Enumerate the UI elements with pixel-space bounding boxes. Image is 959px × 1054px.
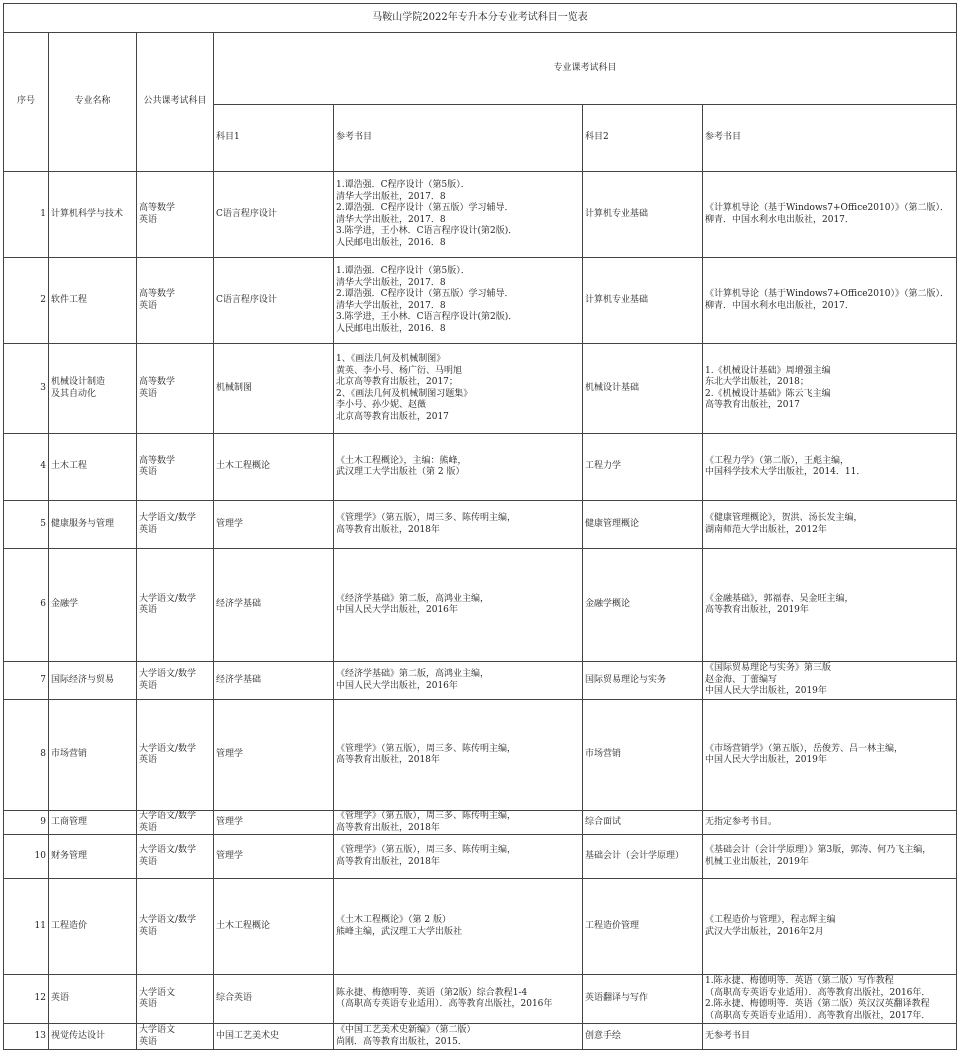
table-row [4,835,957,879]
header-books2: 参考书目 [703,105,957,172]
row-number: 3 [4,344,49,434]
subject2-cell: 创意手绘 [583,1024,703,1050]
books2-line: 《工程造价与管理》，程志辉主编 [705,915,836,925]
table-row [4,172,957,258]
books1-line: 北京高等教育出版社，2017 [336,411,449,422]
books1-line: 清华大学出版社，2017．8 [336,300,446,311]
major-cell [49,662,137,700]
table-row [4,975,957,1024]
public-subjects-line: 大学语文/数学 [139,669,197,679]
public-subjects-cell [137,1024,214,1050]
subject2-cell: 机械设计基础 [583,344,703,434]
major-cell [49,434,137,501]
public-subjects-line: 大学语文/数学 [139,845,197,855]
books1-line: 武汉理工大学出版社（第 2 版） [336,467,465,477]
books2-line: 《健康管理概论》，贺洪、汤长发主编， [705,513,863,523]
books1-line: 《管理学》（第五版），周三多、陈传明主编， [336,845,517,855]
books1-line: 清华大学出版社，2017．8 [336,214,446,225]
table-row [4,811,957,835]
books1-line: 熊峰主编，武汉理工大学出版社 [336,926,463,937]
books2-line: 柳青．中国水利水电出版社，2017． [705,214,854,225]
public-subjects-cell [137,700,214,811]
books1-line: （高职高专英语专业适用）．高等教育出版社，2016年 [336,999,553,1009]
books2-line: 无指定参考书目。 [705,816,778,827]
public-subjects-line: 英语 [139,214,158,225]
row-number: 4 [4,434,49,501]
books1-line: 1.谭浩强．C程序设计（第5版）． [336,266,470,276]
row-number: 13 [4,1024,49,1050]
books2-cell [703,835,957,879]
major-cell [49,700,137,811]
subject2-cell: 工程造价管理 [583,879,703,975]
books2-cell [703,549,957,662]
subject2-cell: 英语翻译与写作 [583,975,703,1024]
public-subjects-line: 英语 [139,524,158,535]
books2-line: （高职高专英语专业适用）．高等教育出版社，2017年． [705,1010,931,1021]
row-number: 7 [4,662,49,700]
major-cell [49,811,137,835]
books2-line: 《计算机导论（基于Windows7+Office2010）》（第二版）． [705,203,949,213]
public-subjects-cell [137,975,214,1024]
subject2-cell: 金融学概论 [583,549,703,662]
subject1-cell: 机械制图 [214,344,334,434]
table-row [4,549,957,662]
subject1-cell: C语言程序设计 [214,258,334,344]
books2-line: 《基础会计（会计学原理）》第3版，郭涛、何乃飞主编， [705,845,932,855]
books1-line: 1.谭浩强．C程序设计（第5版）． [336,180,470,190]
major-cell [49,344,137,434]
major-line: 及其自动化 [51,388,97,399]
public-subjects-line: 大学语文/数学 [139,743,197,754]
books1-line: 高等教育出版社，2018年 [336,822,440,833]
subject2-cell: 基础会计（会计学原理） [583,835,703,879]
books2-cell [703,811,957,835]
books1-line: 《土木工程概论》（第 2 版） [336,915,451,925]
subject1-cell: 综合英语 [214,975,334,1024]
major-line: 金融学 [51,599,79,610]
books1-line: 《中国工艺美术史新编》（第二版） [336,1025,476,1035]
books1-line: 中国人民大学出版社，2016年 [336,605,458,615]
books1-line: 《土木工程概论》，主编：熊峰， [336,455,467,466]
major-line: 财务管理 [51,850,88,861]
books2-line: 东北大学出版社，2018； [705,377,809,387]
table-row [4,344,957,434]
public-subjects-line: 英语 [139,388,158,399]
public-subjects-line: 英语 [139,605,158,615]
major-line: 市场营销 [51,749,88,760]
books2-line: 《计算机导论（基于Windows7+Office2010）》（第二版）． [705,289,949,299]
books2-cell [703,172,957,258]
books1-cell [334,811,583,835]
books1-line: 《管理学》（第五版），周三多、陈传明主编， [336,743,517,754]
exam-subjects-table [3,3,957,1050]
books1-line: 清华大学出版社，2017．8 [336,191,446,202]
books2-line: 2.《机械设计基础》陈云飞主编 [705,388,831,399]
books1-line: 李小号、孙少妮、赵薇 [336,400,427,410]
public-subjects-line: 高等数学 [139,203,176,213]
public-subjects-cell [137,835,214,879]
subject2-cell: 工程力学 [583,434,703,501]
books2-line: 《市场营销学》（第五版），岳俊芳、吕一林主编， [705,743,904,754]
header-major: 专业名称 [49,33,137,172]
table-row [4,700,957,811]
public-subjects-cell [137,434,214,501]
major-cell [49,501,137,549]
books2-line: 《国际贸易理论与实务》第三版 [705,663,832,674]
major-line: 工程造价 [51,920,88,931]
header-public: 公共课考试科目 [137,33,214,172]
row-number: 2 [4,258,49,344]
public-subjects-line: 英语 [139,755,158,765]
subject1-cell: 土木工程概论 [214,434,334,501]
table-title: 马鞍山学院2022年专升本分专业考试科目一览表 [4,4,957,33]
public-subjects-line: 英语 [139,300,158,311]
subject1-cell: 管理学 [214,501,334,549]
public-subjects-line: 高等数学 [139,377,176,387]
books2-cell [703,879,957,975]
books2-line: （高职高专英语专业适用）．高等教育出版社，2016年． [705,987,931,998]
subject1-cell: 管理学 [214,700,334,811]
row-number: 8 [4,700,49,811]
books2-line: 《工程力学》（第二版），王彪主编， [705,455,850,466]
public-subjects-line: 英语 [139,856,158,867]
books2-cell [703,434,957,501]
books1-line: 《管理学》（第五版），周三多、陈传明主编， [336,513,517,523]
major-line: 国际经济与贸易 [51,674,115,685]
public-subjects-line: 英语 [139,680,158,691]
public-subjects-cell [137,811,214,835]
books2-line: 《金融基础》，郭福春、吴金旺主编， [705,593,854,604]
public-subjects-cell [137,879,214,975]
public-subjects-line: 高等数学 [139,455,176,466]
books1-cell [334,700,583,811]
books2-line: 武汉大学出版社，2016年2月 [705,926,824,937]
books2-line: 高等教育出版社，2019年 [705,605,809,615]
major-cell [49,1024,137,1050]
public-subjects-line: 大学语文 [139,1025,176,1035]
major-cell [49,835,137,879]
title-row [4,4,957,33]
table-row [4,879,957,975]
public-subjects-line: 英语 [139,999,158,1009]
row-number: 12 [4,975,49,1024]
major-line: 计算机科学与技术 [51,208,124,219]
books2-line: 湖南师范大学出版社，2012年 [705,524,827,535]
subject1-cell: 中国工艺美术史 [214,1024,334,1050]
major-line: 软件工程 [51,294,88,305]
books2-line: 2.陈永捷、梅德明等．英语（第二版）英汉汉英翻译教程 [705,999,930,1009]
exam-subjects-sheet [3,3,956,1051]
row-number: 9 [4,811,49,835]
books1-line: 《经济学基础》第二版，高鸿业主编， [336,669,490,679]
header-professional: 专业课考试科目 [214,33,957,105]
books2-cell [703,258,957,344]
header-subject2: 科目2 [583,105,703,172]
books1-cell [334,662,583,700]
books2-cell [703,975,957,1024]
books1-line: 2.谭浩强．C程序设计（第五版）学习辅导． [336,289,514,299]
public-subjects-cell [137,172,214,258]
table-row [4,434,957,501]
books2-line: 机械工业出版社，2019年 [705,856,809,867]
public-subjects-line: 英语 [139,822,158,833]
books1-cell [334,501,583,549]
books2-cell [703,501,957,549]
header-row-1 [4,33,957,105]
books2-line: 1.陈永捷、梅德明等．英语（第二版）写作教程 [705,976,894,986]
row-number: 11 [4,879,49,975]
public-subjects-line: 英语 [139,1036,158,1047]
major-cell [49,258,137,344]
books1-line: 高等教育出版社，2018年 [336,755,440,765]
public-subjects-cell [137,258,214,344]
books1-line: 北京高等教育出版社，2017； [336,377,458,387]
public-subjects-line: 大学语文/数学 [139,811,197,821]
books1-cell [334,1024,583,1050]
row-number: 6 [4,549,49,662]
row-number: 10 [4,835,49,879]
major-line: 土木工程 [51,461,88,472]
books1-cell [334,172,583,258]
subject2-cell: 市场营销 [583,700,703,811]
books1-line: 陈永捷、梅德明等．英语（第2版）综合教程1-4 [336,987,528,998]
subject1-cell: 管理学 [214,811,334,835]
books1-line: 2.谭浩强．C程序设计（第五版）学习辅导． [336,203,514,213]
books1-line: 黄英、李小号、杨广衍、马明旭 [336,365,463,376]
subject2-cell: 健康管理概论 [583,501,703,549]
books1-line: 高等教育出版社，2018年 [336,856,440,867]
books2-line: 中国科学技术大学出版社，2014．11． [705,467,866,477]
books2-cell [703,344,957,434]
books1-line: 3.陈学进，王小林．C语言程序设计(第2版)． [336,312,518,322]
books1-line: 尚刚．高等教育出版社，2015． [336,1036,467,1047]
books2-cell [703,662,957,700]
books1-line: 高等教育出版社，2018年 [336,524,440,535]
books1-line: 中国人民大学出版社，2016年 [336,680,458,691]
books2-cell [703,700,957,811]
books2-line: 高等教育出版社，2017 [705,400,800,410]
books1-cell [334,434,583,501]
subject1-cell: 经济学基础 [214,662,334,700]
public-subjects-cell [137,501,214,549]
subject2-cell: 国际贸易理论与实务 [583,662,703,700]
subject2-cell: 综合面试 [583,811,703,835]
books2-line: 无参考书目 [705,1030,751,1041]
public-subjects-line: 大学语文/数学 [139,915,197,925]
books1-cell [334,258,583,344]
books2-line: 中国人民大学出版社，2019年 [705,755,827,765]
books1-line: 人民邮电出版社，2016．8 [336,323,446,334]
major-cell [49,879,137,975]
header-books1: 参考书目 [334,105,583,172]
books2-line: 赵金海、丁蕾编写 [705,674,778,685]
public-subjects-line: 大学语文/数学 [139,593,197,604]
books1-cell [334,879,583,975]
books2-line: 柳青．中国水利水电出版社，2017． [705,300,854,311]
public-subjects-cell [137,549,214,662]
books2-line: 中国人民大学出版社，2019年 [705,686,827,697]
books2-line: 1.《机械设计基础》周增强主编 [705,365,831,376]
books1-line: 《管理学》（第五版），周三多、陈传明主编， [336,811,517,821]
subject1-cell: 管理学 [214,835,334,879]
books1-cell [334,549,583,662]
major-line: 工商管理 [51,816,88,827]
books1-line: 人民邮电出版社，2016．8 [336,237,446,248]
public-subjects-line: 英语 [139,926,158,937]
table-row [4,1024,957,1050]
table-row [4,662,957,700]
public-subjects-line: 高等数学 [139,289,176,299]
subject2-cell: 计算机专业基础 [583,172,703,258]
major-line: 健康服务与管理 [51,518,115,529]
books2-cell [703,1024,957,1050]
row-number: 1 [4,172,49,258]
header-subject1: 科目1 [214,105,334,172]
books1-line: 《经济学基础》第二版，高鸿业主编， [336,593,490,604]
table-row [4,258,957,344]
subject1-cell: C语言程序设计 [214,172,334,258]
books1-line: 1、《画法几何及机械制图》 [336,354,446,364]
header-no: 序号 [4,33,49,172]
public-subjects-cell [137,662,214,700]
row-number: 5 [4,501,49,549]
public-subjects-line: 大学语文/数学 [139,513,197,523]
major-cell [49,172,137,258]
books1-line: 3.陈学进，王小林．C语言程序设计(第2版)． [336,226,518,236]
table-row [4,501,957,549]
major-line: 视觉传达设计 [51,1030,106,1041]
major-line: 英语 [51,993,70,1004]
public-subjects-cell [137,344,214,434]
books1-cell [334,835,583,879]
books1-cell [334,975,583,1024]
books1-line: 清华大学出版社，2017．8 [336,277,446,288]
books1-line: 2、《画法几何及机械制图习题集》 [336,388,473,399]
subject1-cell: 经济学基础 [214,549,334,662]
subject2-cell: 计算机专业基础 [583,258,703,344]
major-cell [49,975,137,1024]
public-subjects-line: 大学语文 [139,987,176,998]
public-subjects-line: 英语 [139,467,158,477]
books1-cell [334,344,583,434]
major-line: 机械设计制造 [51,377,106,387]
major-cell [49,549,137,662]
subject1-cell: 土木工程概论 [214,879,334,975]
